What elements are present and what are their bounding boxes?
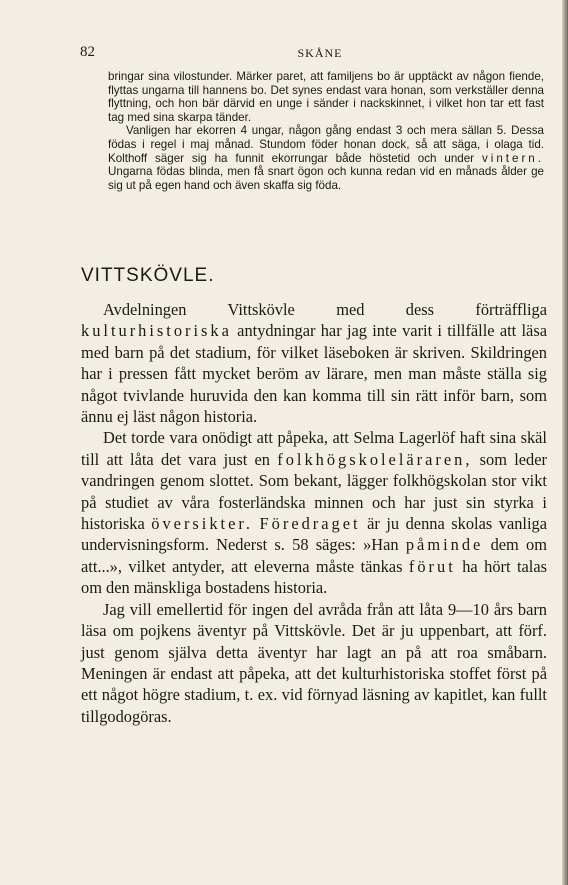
running-head: SKÅNE [297, 46, 343, 60]
small-print-section [108, 70, 544, 192]
spaced-word: förut [408, 556, 456, 576]
body-paragraph [81, 299, 547, 427]
small-paragraph-text: Ungarna födas blinda, men få snart ögon och kunna redan vid en månads ålder ge sig ut på egen hand och även skaffa sig föda. [108, 165, 544, 192]
section-heading: VITTSKÖVLE. [81, 265, 215, 286]
body-text [81, 299, 547, 727]
text-run: antydningar har jag inte varit i tillfälle att läsa med barn på det stadium, för vilket läseboken är skriven. Skildringen har i pressen fått mycket beröm av lärare, men man måste ställa sig något tvivlande huruvida den kan komma till sin rätt inför barn, som ännu ej läst någon historia. [81, 321, 547, 427]
page-number: 82 [80, 44, 95, 60]
small-paragraph-text: Vanligen har ekorren 4 ungar, någon gång endast 3 och mera sällan 5. Dessa födas i regel i maj månad. Stundom föder honan dock, så att säga, i olaga tid. Kolthoff säger sig ha funnit ekorrungar både höstetid och under [108, 124, 544, 165]
text-run: är ju denna skolas vanliga undervisningsform. Nederst s. 58 säges: »Han [81, 514, 547, 555]
page-edge-shadow [562, 0, 568, 885]
spaced-word: påminde [405, 535, 484, 555]
spaced-word: vintern. [481, 151, 544, 165]
body-paragraph: Jag vill emellertid för ingen del avråda från att låta 9—10 års barn läsa om pojkens äventyr på Vittskövle. Det är ju uppenbart, att förf. just genom själva detta äventyr har lagt an på att roa småbarn. Meningen är endast att påpeka, att det kulturhistoriska stoffet först på ett något högre stadium, t. ex. vid förnyad läsning av kapitlet, kan fullt tillgodogöras. [81, 599, 547, 726]
spaced-word: Föredraget [259, 514, 361, 534]
text-run: Avdelningen Vittskövle med dess förträffliga [103, 300, 547, 319]
text-run: dem om att...», vilket antyder, att eleverna måste tänkas [81, 535, 547, 576]
text-run: Det torde vara onödigt att påpeka, att Selma Lagerlöf haft sina skäl till att låta det vara just en [81, 428, 547, 469]
body-paragraph [81, 427, 547, 598]
spaced-word: folkhögskoleläraren, [277, 449, 473, 469]
small-paragraph [108, 124, 544, 192]
text-run: som leder vandringen genom slottet. Som bekant, lägger folkhögskolan stor vikt på studiet av våra fosterländska minnen och har just sin styrka i historiska [81, 449, 547, 534]
small-paragraph: bringar sina vilostunder. Märker paret, att familjens bo är upptäckt av någon fiende, flyttas ungarna till hannens bo. Det synes endast vara honan, som verkställer denna flyttning, och hon bär därvid en unge i sänder i nackskinnet, i vilket hon tar ett fast tag med sina skarpa tänder. [108, 70, 544, 124]
text-run: ha hört talas om den mänskliga bostadens historia. [81, 556, 547, 598]
spaced-word: kulturhistoriska [81, 321, 232, 341]
spaced-word: översikter. [151, 514, 254, 534]
